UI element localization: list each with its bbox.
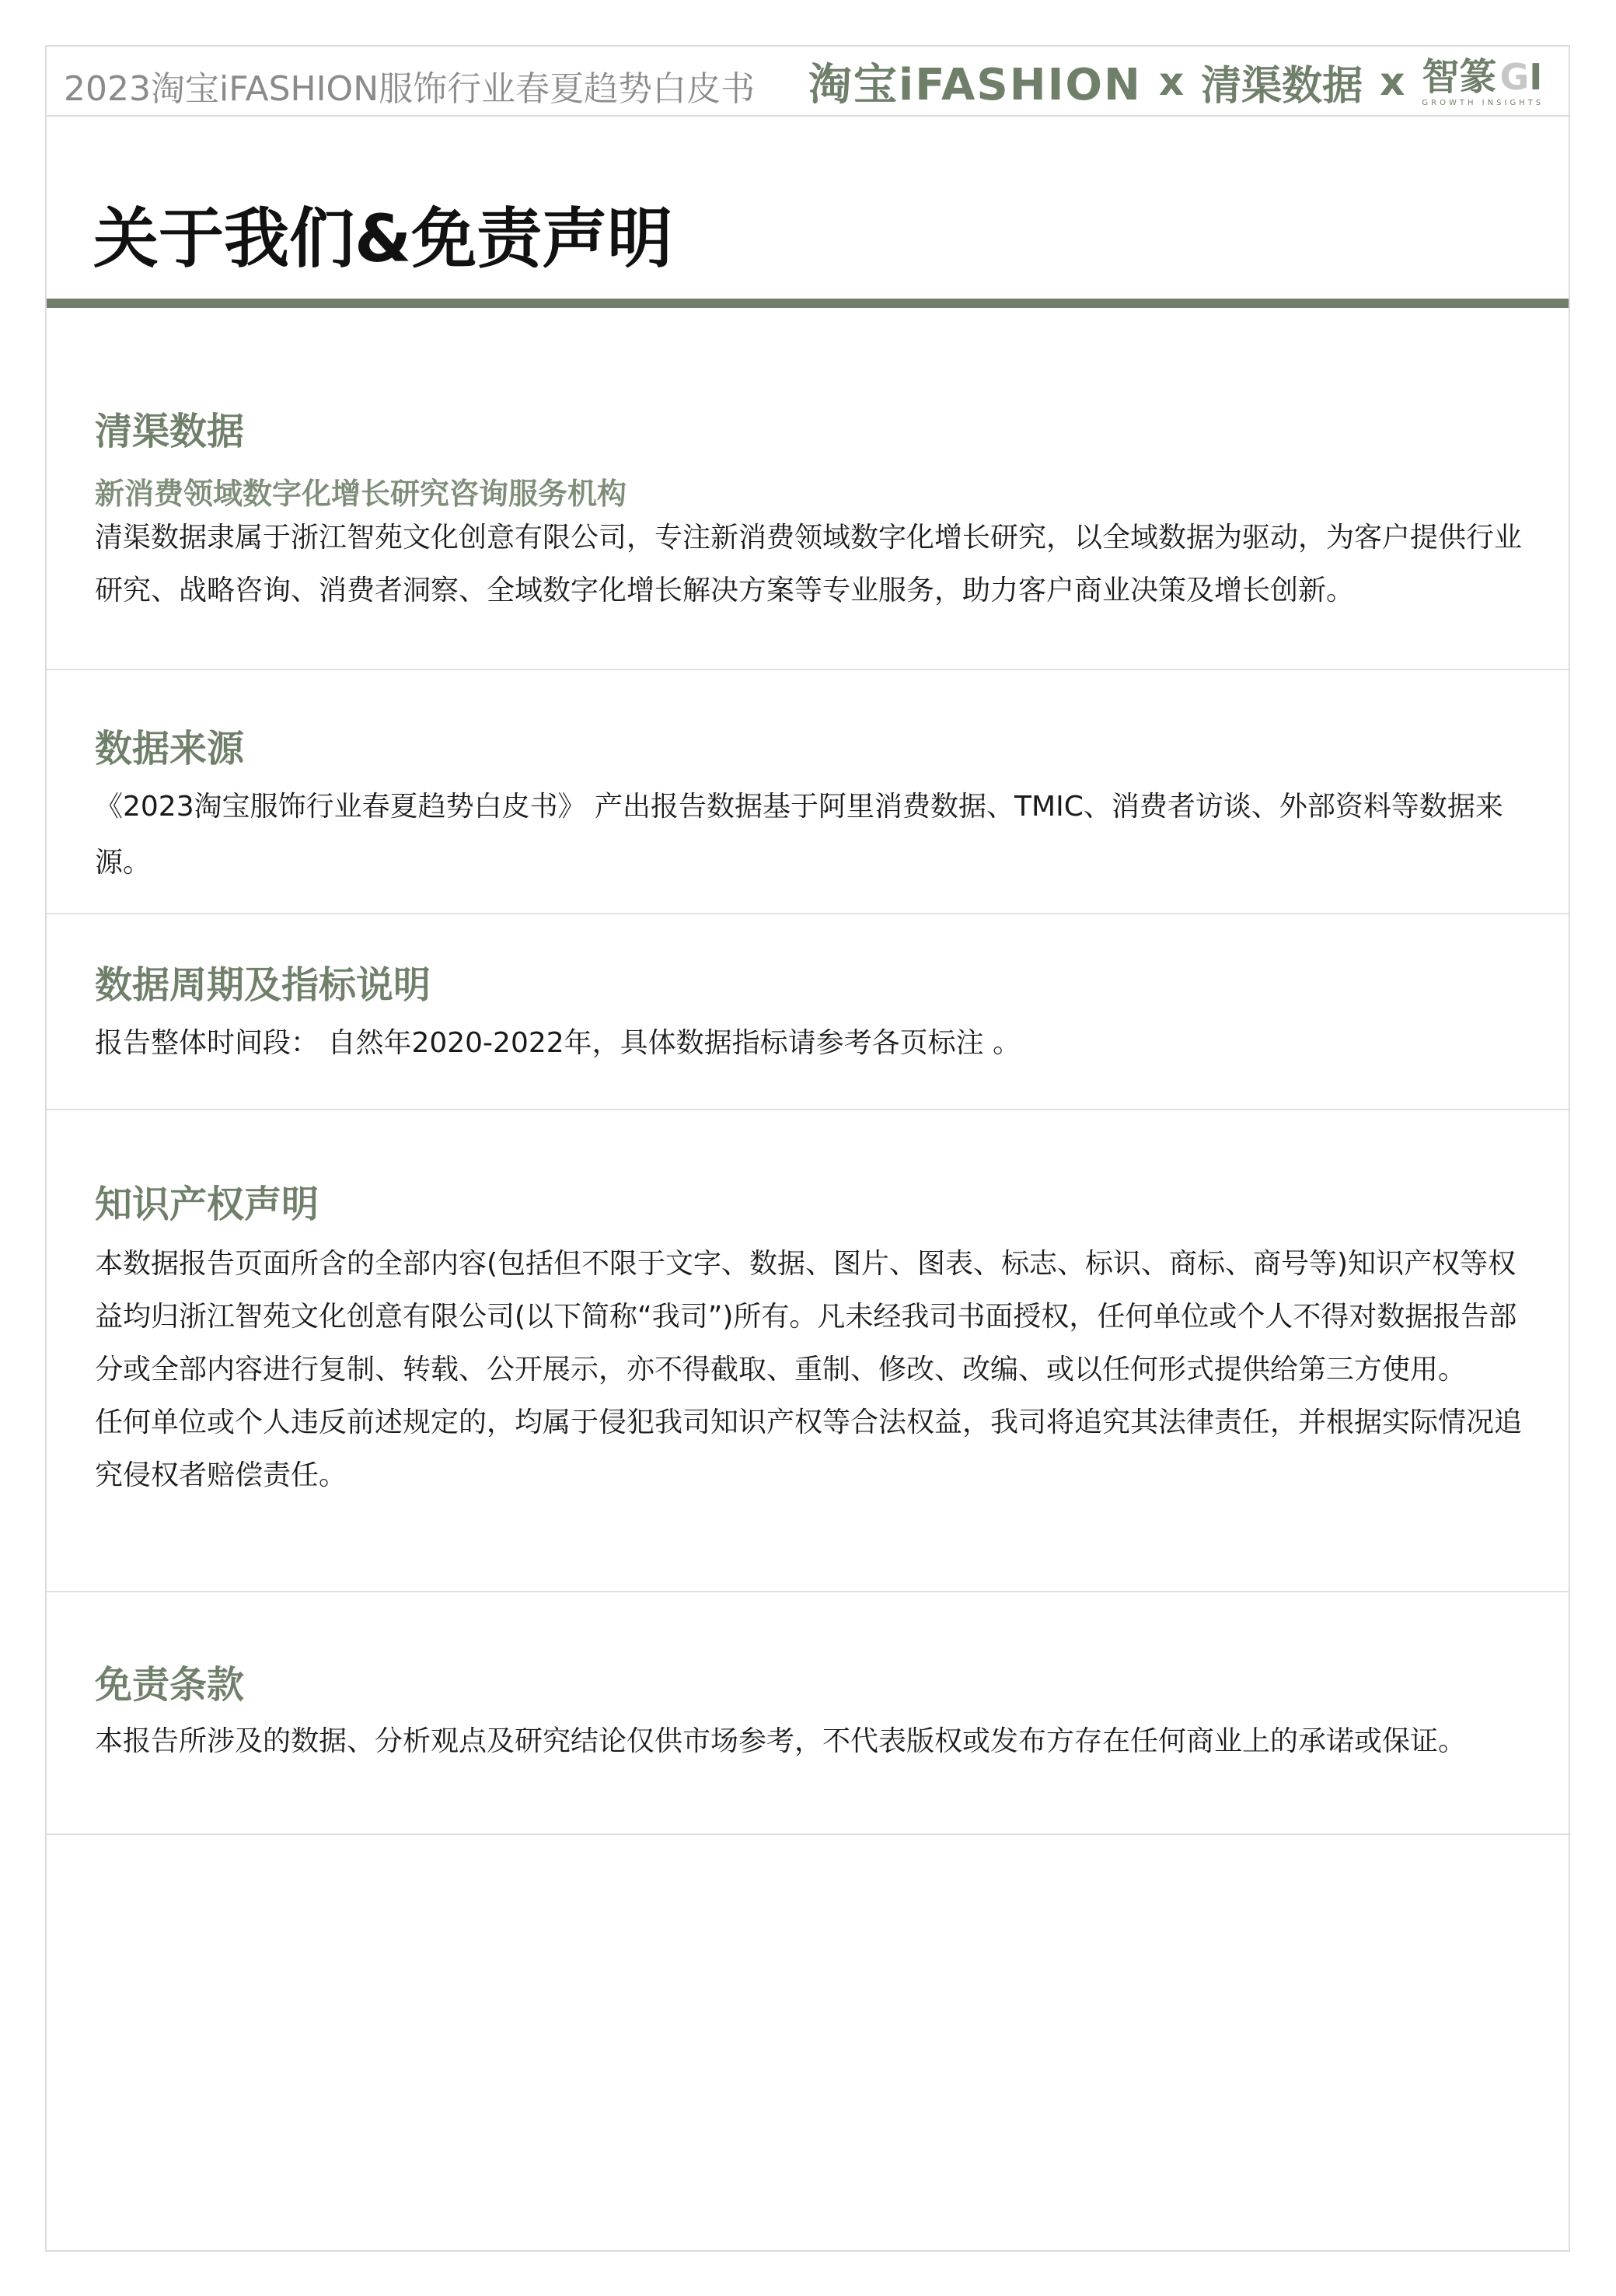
brand-separator: x	[1158, 59, 1185, 104]
section-disclaimer	[47, 1592, 1569, 1835]
qingqu-data-logo: 清渠数据	[1201, 62, 1363, 110]
section-ip-title: 知识产权声明	[95, 1183, 319, 1226]
title-divider	[47, 299, 1569, 308]
section-ip-body	[95, 1238, 1541, 1502]
section-about	[47, 308, 1569, 670]
section-period	[47, 914, 1569, 1110]
section-disclaimer-body	[95, 1715, 1541, 1768]
section-about-body	[95, 512, 1541, 617]
taobao-ifashion-logo: 淘宝iFASHION	[808, 60, 1142, 110]
section-period-paragraph: 报告整体时间段： 自然年2020-2022年，具体数据指标请参考各页标注 。	[95, 1027, 1021, 1059]
section-period-title: 数据周期及指标说明	[95, 963, 431, 1007]
section-about-title: 清渠数据	[95, 410, 245, 453]
zhizhuan-gi-logo	[1422, 54, 1544, 107]
zhizhuan-logo-text: 智篆	[1422, 54, 1497, 99]
section-disclaimer-paragraph: 本报告所涉及的数据、分析观点及研究结论仅供市场参考，不代表版权或发布方存在任何商业上的承诺或保证。	[95, 1725, 1467, 1757]
section-source-paragraph: 《2023淘宝服饰行业春夏趋势白皮书》 产出报告数据基于阿里消费数据、TMIC、消费者访谈、外部资料等数据来源。	[95, 791, 1503, 879]
section-source	[47, 670, 1569, 914]
growth-insights-caption: GROWTH INSIGHTS	[1422, 98, 1544, 107]
brand-separator: x	[1380, 59, 1405, 104]
page-frame	[45, 45, 1570, 2252]
section-source-title: 数据来源	[95, 727, 245, 771]
section-source-body	[95, 779, 1541, 891]
section-about-paragraph: 清渠数据隶属于浙江智苑文化创意有限公司，专注新消费领域数字化增长研究，以全域数据为驱动，为客户提供行业研究、战略咨询、消费者洞察、全域数字化增长解决方案等专业服务，助力客户商业决策及增长创新。	[95, 522, 1523, 606]
header-bar	[47, 47, 1569, 117]
brand-logos	[808, 54, 1544, 109]
gi-letter-g: G	[1499, 55, 1530, 98]
section-ip-paragraph-1: 本数据报告页面所含的全部内容(包括但不限于文字、数据、图片、图表、标志、标识、商标、商号等)知识产权等权益均归浙江智苑文化创意有限公司(以下简称“我司”)所有。凡未经我司书面授权，任何单位或个人不得对数据报告部分或全部内容进行复制、转载、公开展示，亦不得截取、重制、修改、改编、或以任何形式提供给第三方使用。	[95, 1248, 1517, 1386]
section-disclaimer-title: 免责条款	[95, 1663, 245, 1707]
gi-letter-i: I	[1529, 55, 1543, 98]
section-about-subtitle: 新消费领域数字化增长研究咨询服务机构	[95, 477, 627, 511]
report-title: 2023淘宝iFASHION服饰行业春夏趋势白皮书	[64, 69, 756, 109]
gi-logo-mark	[1499, 57, 1542, 97]
section-ip-paragraph-2: 任何单位或个人违反前述规定的，均属于侵犯我司知识产权等合法权益，我司将追究其法律责任，并根据实际情况追究侵权者赔偿责任。	[95, 1407, 1523, 1491]
page-title: 关于我们&免责声明	[93, 201, 673, 277]
section-ip	[47, 1110, 1569, 1592]
section-period-body	[95, 1017, 1541, 1070]
